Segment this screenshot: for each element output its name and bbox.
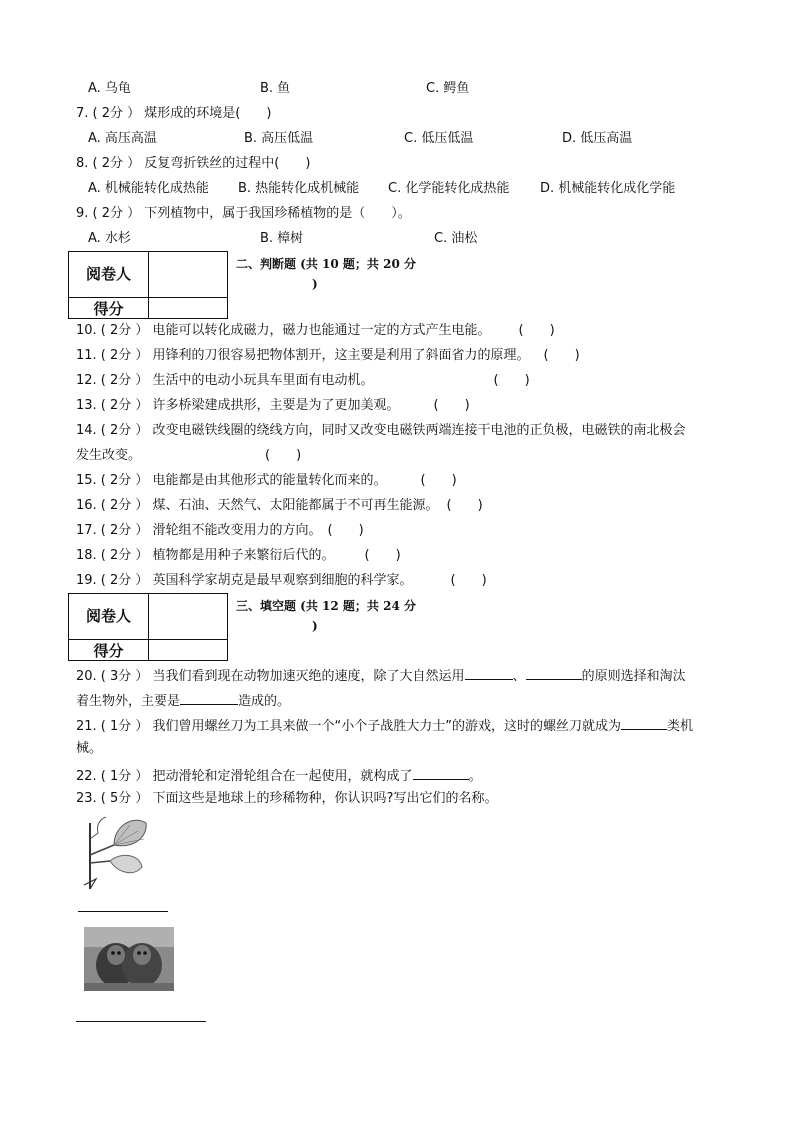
question-15-text: 15. ( 2分 ） 电能都是由其他形式的能量转化而来的。 <box>76 473 387 488</box>
grading-box-section-3 <box>68 593 228 661</box>
question-16 <box>76 497 483 515</box>
answer-bracket: ( ) <box>518 323 555 338</box>
section-3-title-line1: 三、填空题 (共 12 题；共 24 分 <box>236 599 416 613</box>
answer-blank[interactable] <box>180 690 238 705</box>
question-10 <box>76 322 555 340</box>
question-20 <box>76 665 686 686</box>
question-19 <box>76 572 487 590</box>
question-15 <box>76 472 457 490</box>
answer-bracket: ( ) <box>543 348 580 363</box>
ginkgo-leaf-image <box>74 815 150 891</box>
question-13 <box>76 397 470 415</box>
answer-bracket: ( ) <box>493 373 530 388</box>
question-22 <box>76 765 482 786</box>
section-2-title-line1: 二、判断题 (共 10 题；共 20 分 <box>236 257 416 271</box>
score-field <box>149 639 227 661</box>
answer-blank[interactable] <box>621 715 667 730</box>
q8-option-c: C. 化学能转化成热能 <box>388 181 510 196</box>
question-21 <box>76 715 693 736</box>
score-label: 得分 <box>69 297 149 319</box>
question-18-text: 18. ( 2分 ） 植物都是用种子来繁衍后代的。 <box>76 548 335 563</box>
q8-option-a: A. 机械能转化成热能 <box>88 181 209 196</box>
separator-text: 、 <box>512 669 526 684</box>
golden-monkey-image <box>84 927 174 991</box>
question-20-text-2: 的原则选择和淘汰 <box>581 669 686 684</box>
answer-line-2[interactable] <box>76 1021 206 1022</box>
question-19-text: 19. ( 2分 ） 英国科学家胡克是最早观察到细胞的科学家。 <box>76 573 413 588</box>
q8-option-d: D. 机械能转化成化学能 <box>540 181 676 196</box>
q9-option-c: C. 油松 <box>434 231 478 246</box>
question-14-continued <box>76 447 301 465</box>
question-17-text: 17. ( 2分 ） 滑轮组不能改变用力的方向。 <box>76 523 322 538</box>
answer-blank[interactable] <box>465 665 513 680</box>
question-22-text-2: 。 <box>468 769 482 784</box>
question-21-text: 21. ( 1分 ） 我们曾用螺丝刀为工具来做一个“小个子战胜大力士”的游戏，这时的螺丝刀就成为 <box>76 719 622 734</box>
question-14-text-end: 发生改变。 <box>76 448 142 463</box>
question-18 <box>76 547 401 565</box>
question-17 <box>76 522 364 540</box>
answer-bracket: ( ) <box>450 573 487 588</box>
answer-blank[interactable] <box>526 665 582 680</box>
question-11 <box>76 347 580 365</box>
q6-option-a: A. 乌龟 <box>88 81 131 96</box>
question-20-text: 20. ( 3分 ） 当我们看到现在动物加速灭绝的速度，除了大自然运用 <box>76 669 465 684</box>
q7-option-c: C. 低压低温 <box>404 131 474 146</box>
question-20-text-4: 造成的。 <box>238 694 291 709</box>
reviewer-field <box>149 594 227 639</box>
grading-box-section-2 <box>68 251 228 319</box>
answer-bracket: ( ) <box>433 398 470 413</box>
answer-bracket: ( ) <box>364 548 401 563</box>
section-2-title <box>236 254 416 294</box>
question-12 <box>76 372 530 390</box>
q7-option-a: A. 高压高温 <box>88 131 157 146</box>
question-12-text: 12. ( 2分 ） 生活中的电动小玩具车里面有电动机。 <box>76 373 374 388</box>
section-3-title-line2: ) <box>312 619 318 633</box>
q8-option-b: B. 热能转化成机械能 <box>238 181 360 196</box>
question-21-text-2: 类机 <box>667 719 694 734</box>
question-7: 7. ( 2分 ） 煤形成的环境是( ) <box>76 106 272 121</box>
answer-line-1[interactable] <box>78 911 168 912</box>
question-9: 9. ( 2分 ） 下列植物中，属于我国珍稀植物的是（ ）。 <box>76 206 411 221</box>
reviewer-label: 阅卷人 <box>69 252 149 297</box>
q6-option-b: B. 鱼 <box>260 81 291 96</box>
reviewer-field <box>149 252 227 297</box>
answer-blank[interactable] <box>413 765 469 780</box>
q9-option-a: A. 水杉 <box>88 231 131 246</box>
question-10-text: 10. ( 2分 ） 电能可以转化成磁力，磁力也能通过一定的方式产生电能。 <box>76 323 491 338</box>
question-13-text: 13. ( 2分 ） 许多桥梁建成拱形，主要是为了更加美观。 <box>76 398 400 413</box>
q7-option-d: D. 低压高温 <box>562 131 633 146</box>
score-field <box>149 297 227 319</box>
q9-option-b: B. 樟树 <box>260 231 304 246</box>
answer-bracket: ( ) <box>420 473 457 488</box>
answer-bracket: ( ) <box>265 448 302 463</box>
q7-option-b: B. 高压低温 <box>244 131 314 146</box>
question-16-text: 16. ( 2分 ） 煤、石油、天然气、太阳能都属于不可再生能源。 <box>76 498 439 513</box>
question-20-continued <box>76 690 290 711</box>
question-22-text: 22. ( 1分 ） 把动滑轮和定滑轮组合在一起使用，就构成了 <box>76 769 413 784</box>
question-23: 23. ( 5分 ） 下面这些是地球上的珍稀物种，你认识吗?写出它们的名称。 <box>76 791 498 806</box>
question-14: 14. ( 2分 ） 改变电磁铁线圈的绕线方向，同时又改变电磁铁两端连接干电池的正负极，电磁铁的南北极会 <box>76 423 686 438</box>
section-3-title <box>236 596 416 636</box>
answer-bracket: ( ) <box>446 498 483 513</box>
section-2-title-line2: ) <box>312 277 318 291</box>
question-8: 8. ( 2分 ） 反复弯折铁丝的过程中( ) <box>76 156 311 171</box>
q6-option-c: C. 鳄鱼 <box>426 81 470 96</box>
answer-bracket: ( ) <box>327 523 364 538</box>
score-label: 得分 <box>69 639 149 661</box>
question-20-text-3: 着生物外，主要是 <box>76 694 181 709</box>
reviewer-label: 阅卷人 <box>69 594 149 639</box>
question-21-continued: 械。 <box>76 741 103 756</box>
question-11-text: 11. ( 2分 ） 用锋利的刀很容易把物体割开，这主要是利用了斜面省力的原理。 <box>76 348 530 363</box>
